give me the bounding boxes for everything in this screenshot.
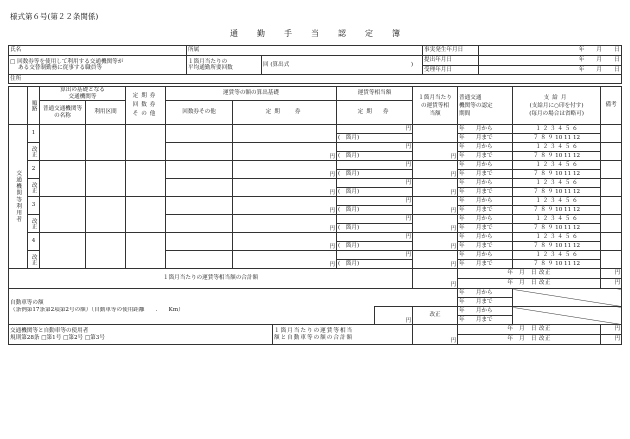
normal-period-label-2: 機関等の認定 (459, 102, 493, 109)
payment-month-note-2: (毎月の場合は省略可) (529, 110, 584, 117)
form-number: 様式第６号(第２２条関係) (10, 12, 99, 21)
fare-period-header: 定期 (265, 109, 283, 116)
combined-total-label-1: １箇月当たりの運賃等相当 (274, 328, 354, 335)
transport-name-cell[interactable] (40, 197, 86, 233)
monthly-avg-label-1: １箇月当たりの (188, 58, 228, 65)
yen-label: 円 (337, 197, 413, 206)
revision-date[interactable]: 年 月 日 改正 (458, 279, 601, 289)
fare-ticket-cell[interactable] (166, 143, 233, 161)
side-header (9, 87, 28, 125)
months-count: ( 箇月) (337, 224, 413, 233)
months-row-1[interactable]: １ ２ ３ ４ ５ ６ (513, 215, 601, 224)
period-to: 年 月まで (458, 242, 513, 251)
period-from: 年 月から (458, 289, 513, 298)
ticket-type-cell[interactable] (126, 125, 166, 161)
yen-label: 円 (233, 179, 337, 197)
yen-label: 円 (413, 325, 458, 345)
remarks-cell[interactable] (601, 161, 622, 179)
fare-ticket-cell[interactable] (166, 197, 233, 215)
yen-label: 円 (413, 143, 458, 161)
fare-ticket-cell[interactable] (166, 251, 233, 269)
months-row-2[interactable]: ７ ８ ９ 10 11 12 (513, 152, 601, 161)
ticket-type-cell[interactable] (126, 197, 166, 233)
fare-equiv-header: 運賃等相当額 (337, 87, 413, 101)
yen-label: 円 (413, 269, 458, 289)
fare-ticket-cell[interactable] (166, 215, 233, 233)
occurrence-date-label: 事実発生年月日 (423, 46, 479, 56)
yen-label: 円 (337, 179, 413, 188)
route-section-header: 利用区間 (86, 101, 126, 125)
period-from: 年 月から (458, 161, 513, 170)
transport-table (8, 86, 622, 345)
calc-formula-label: 回 (算出式 (263, 61, 290, 68)
report-date-label: 提出年月日 (423, 56, 479, 66)
revision-label: 改正 (28, 143, 40, 161)
months-row-1[interactable]: １ ２ ３ ４ ５ ６ (513, 179, 601, 188)
yen-label: 円 (413, 197, 458, 215)
months-row-1[interactable]: １ ２ ３ ４ ５ ６ (513, 161, 601, 170)
combined-total-label-2: 額と自動車等の額の合計額 (274, 334, 354, 341)
fare-ticket-cell[interactable] (166, 161, 233, 179)
occurrence-date-field[interactable]: 年 月 日 (479, 46, 622, 56)
route-number: 4 (28, 233, 40, 251)
period-from: 年 月から (458, 233, 513, 242)
route-number: 3 (28, 197, 40, 215)
route-section-cell[interactable] (86, 125, 126, 161)
revision-date[interactable]: 年 月 日 改正 (458, 335, 601, 345)
report-date-field[interactable]: 年 月 日 (479, 56, 622, 66)
yen-label: 円 (413, 251, 458, 269)
period-to: 年 月まで (458, 298, 513, 307)
route-number: 1 (28, 125, 40, 143)
period-from: 年 月から (458, 197, 513, 206)
period-to: 年 月まで (458, 224, 513, 233)
side-label: 交通機関等利用者 (9, 125, 28, 269)
months-row-2[interactable]: ７ ８ ９ 10 11 12 (513, 188, 601, 197)
yen-label: 円 (233, 251, 337, 269)
months-row-1[interactable]: １ ２ ３ ４ ５ ６ (513, 197, 601, 206)
remarks-cell[interactable] (601, 143, 622, 161)
remarks-cell[interactable] (601, 197, 622, 215)
period-to: 年 月まで (458, 260, 513, 269)
months-row-1[interactable]: １ ２ ３ ４ ５ ６ (513, 143, 601, 152)
transport-name-cell[interactable] (40, 125, 86, 161)
shift-worker-checkbox-line1[interactable]: □ 回数券等を使用して利用する交通機関等が (10, 58, 124, 65)
months-row-2[interactable]: ７ ８ ９ 10 11 12 (513, 242, 601, 251)
transport-name-header: 普通交通機関等の名称 (40, 101, 86, 125)
months-count: ( 箇月) (337, 134, 413, 143)
period-from: 年 月から (458, 215, 513, 224)
fare-period-cell[interactable] (233, 125, 337, 143)
months-count: ( 箇月) (337, 242, 413, 251)
route-section-cell[interactable] (86, 161, 126, 197)
car-amount-detail: （条例第17条第2項第2号の額）（自動車等の使用距離 . Km） (9, 307, 375, 325)
transport-name-cell[interactable] (40, 161, 86, 197)
yen-label: 円 (233, 143, 337, 161)
fare-ticket2-header: 券 (294, 109, 304, 116)
period-to: 年 月まで (458, 206, 513, 215)
fare-ticket-cell[interactable] (166, 233, 233, 251)
yen-label: 円 (413, 161, 458, 179)
yen-label: 円 (337, 143, 413, 152)
period-to: 年 月まで (458, 188, 513, 197)
months-count: ( 箇月) (337, 260, 413, 269)
months-row-2[interactable]: ７ ８ ９ 10 11 12 (513, 134, 601, 143)
fare-ticket-cell[interactable] (166, 179, 233, 197)
normal-period-label-1: 普通交通 (459, 94, 482, 101)
months-row-2[interactable]: ７ ８ ９ 10 11 12 (513, 206, 601, 215)
period-to: 年 月まで (458, 316, 513, 325)
fare-ticket-header: 回数券その他 (166, 101, 233, 125)
months-row-2[interactable]: ７ ８ ９ 10 11 12 (513, 224, 601, 233)
monthly-avg-label-2: 平均通勤所要回数 (188, 65, 233, 71)
fare-ticket-cell[interactable] (166, 125, 233, 143)
ticket-col-label-1: 定期券 (132, 93, 159, 99)
yen-label: 円 (601, 269, 622, 279)
normal-period-label-3: 期間 (459, 110, 471, 117)
route-section-cell[interactable] (86, 197, 126, 233)
months-row-1[interactable]: １ ２ ３ ４ ５ ６ (513, 233, 601, 242)
period-from: 年 月から (458, 179, 513, 188)
months-count: ( 箇月) (337, 188, 413, 197)
period-to: 年 月まで (458, 152, 513, 161)
close-paren: ) (410, 61, 414, 68)
revision-label: 改正 (28, 215, 40, 233)
page-title: 通勤手当認定簿 (230, 29, 419, 38)
route-section-cell[interactable] (86, 233, 126, 269)
yen-label: 円 (337, 233, 413, 242)
yen-label: 円 (233, 161, 337, 179)
remarks-header: 備考 (601, 87, 622, 125)
period-from: 年 月から (458, 143, 513, 152)
months-row-2[interactable]: ７ ８ ９ 10 11 12 (513, 170, 601, 179)
months-row-1[interactable]: １ ２ ３ ４ ５ ６ (513, 125, 601, 134)
months-row-1[interactable]: １ ２ ３ ４ ５ ６ (513, 251, 601, 260)
remarks-cell[interactable] (601, 215, 622, 233)
ticket-col-label-3: その他 (132, 111, 159, 117)
yen-label: 円 (601, 279, 622, 289)
address-label: 住所 (9, 75, 622, 84)
info-table (8, 45, 622, 84)
revision-date[interactable]: 年 月 日 改正 (458, 269, 601, 279)
revision-date[interactable]: 年 月 日 改正 (458, 325, 601, 335)
fare-calc-header: 運賃等の額の算出基礎 (166, 87, 337, 101)
remarks-cell[interactable] (601, 233, 622, 251)
revision-label: 改正 (28, 179, 40, 197)
ticket-col-label-2: 回数券 (132, 102, 159, 108)
acceptance-date-field[interactable]: 年 月 日 (479, 66, 622, 75)
transport-name-cell[interactable] (40, 233, 86, 269)
period-to: 年 月まで (458, 170, 513, 179)
remarks-cell[interactable] (601, 125, 622, 143)
yen-label: 円 (375, 307, 413, 325)
monthly-fare-cell[interactable] (413, 125, 458, 143)
car-amount-label: 自動車等の額 (10, 299, 44, 306)
monthly-fare-label-1: １箇月当たり (418, 94, 452, 101)
period-from: 年 月から (458, 125, 513, 134)
total-fare-label: １箇月当たりの運賃等相当額の合計額 (9, 269, 413, 289)
name-label: 氏名 (9, 46, 187, 56)
car-revision-label: 改正 (413, 307, 458, 325)
yen-label: 円 (337, 251, 413, 260)
period-from: 年 月から (458, 251, 513, 260)
yen-label: 円 (413, 215, 458, 233)
ticket-type-cell[interactable] (126, 161, 166, 197)
months-count: ( 箇月) (337, 152, 413, 161)
fare-equiv-period-header: 定期 (357, 109, 375, 116)
yen-label: 円 (413, 179, 458, 197)
yen-label: 円 (233, 215, 337, 233)
fare-equiv-ticket-header: 券 (382, 109, 392, 116)
combined-user-label-2[interactable]: 規則第28条 □第1号 □第2号 □第3号 (10, 334, 105, 341)
yen-label: 円 (601, 325, 622, 335)
months-row-2[interactable]: ７ ８ ９ 10 11 12 (513, 260, 601, 269)
shift-worker-checkbox-line2: ある交替制勤務に従事する職員等 (18, 65, 102, 71)
car-diagonal-cell (513, 307, 622, 325)
yen-label: 円 (601, 335, 622, 345)
payment-month-header: 支給月 (543, 94, 570, 101)
yen-label: 円 (233, 197, 337, 215)
monthly-fare-label-3: 当額 (429, 110, 441, 117)
calc-base-label-2: 交通機関等 (68, 93, 97, 100)
period-to: 年 月まで (458, 134, 513, 143)
months-count: ( 箇月) (337, 170, 413, 179)
acceptance-date-label: 受理年月日 (423, 66, 479, 75)
yen-label: 円 (233, 233, 337, 251)
affiliation-label: 所属 (187, 46, 423, 56)
yen-label: 円 (337, 161, 413, 170)
monthly-fare-label-2: の運賃等相 (421, 102, 450, 109)
period-from: 年 月から (458, 307, 513, 316)
yen-label: 円 (413, 233, 458, 251)
car-diagonal-cell (513, 289, 622, 307)
route-number: 2 (28, 161, 40, 179)
yen-label: 円 (337, 215, 413, 224)
remarks-cell[interactable] (601, 251, 622, 269)
remarks-cell[interactable] (601, 179, 622, 197)
combined-user-label-1: 交通機関等と自動車等の使用者 (10, 328, 89, 335)
calc-base-label-1: 算出の基礎となる (60, 87, 105, 94)
payment-month-note-1: (支給月に○印を付す) (529, 102, 584, 109)
order-label: 順路 (28, 87, 40, 125)
ticket-type-cell[interactable] (126, 233, 166, 269)
months-count: ( 箇月) (337, 206, 413, 215)
yen-label: 円 (337, 125, 413, 134)
revision-label: 改正 (28, 251, 40, 269)
